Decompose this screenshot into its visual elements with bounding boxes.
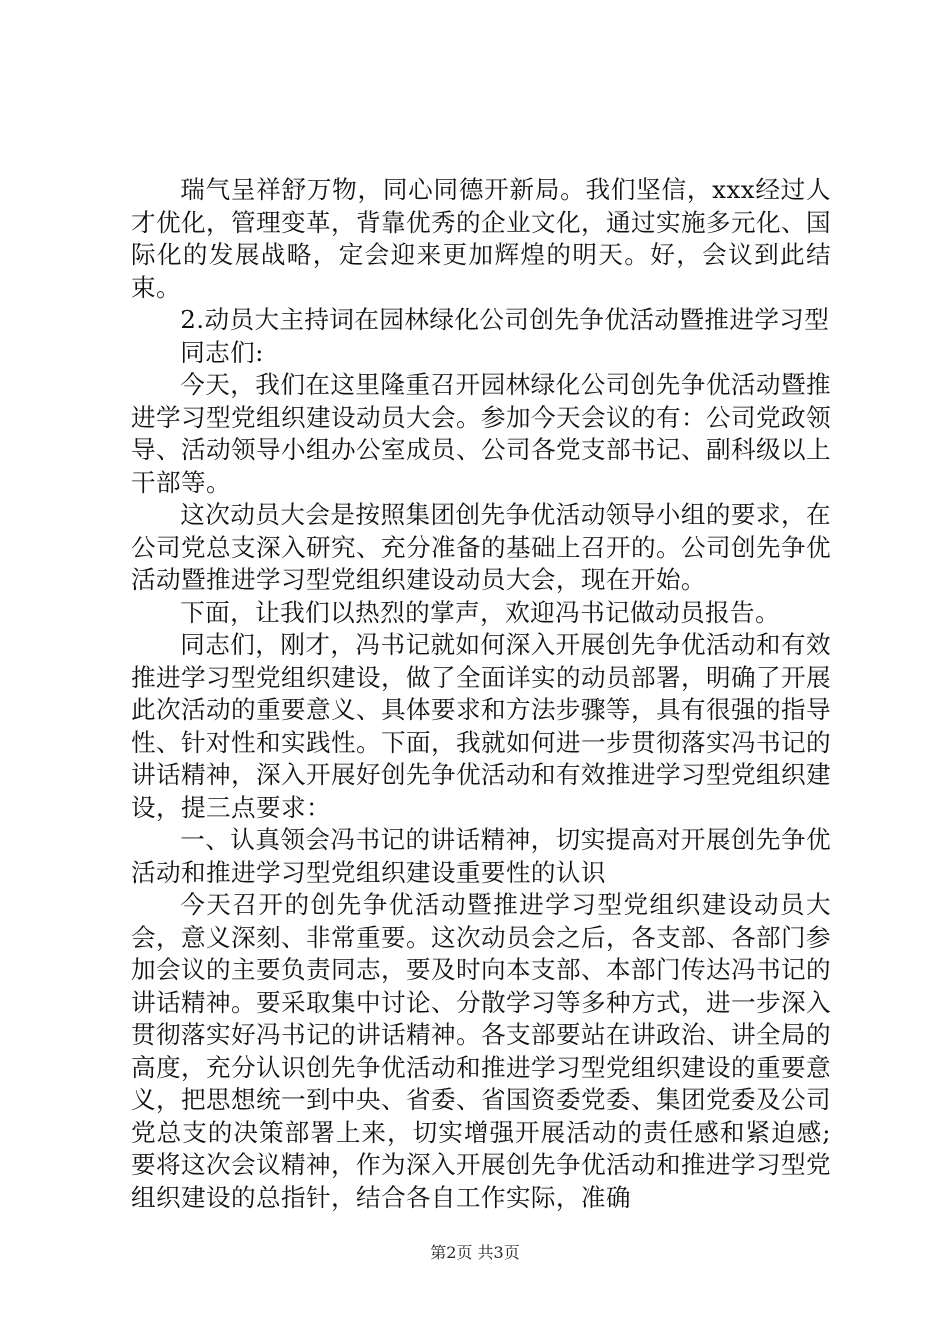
paragraph-meeting-start: 这次动员大会是按照集团创先争优活动领导小组的要求，在公司党总支深入研究、充分准备的基础上召开的。公司创先争优活动暨推进学习型党组织建设动员大会，现在开始。 bbox=[131, 500, 831, 594]
paragraph-closing: 瑞气呈祥舒万物，同心同德开新局。我们坚信，xxx经过人才优化，管理变革，背靠优秀的企业文化，通过实施多元化、国际化的发展战略，定会迎来更加辉煌的明天。好，会议到此结束。 bbox=[131, 175, 831, 302]
paragraph-requirement-one: 一、认真领会冯书记的讲话精神，切实提高对开展创先争优活动和推进学习型党组织建设重要性的认识 bbox=[131, 825, 831, 887]
paragraph-opening: 今天，我们在这里隆重召开园林绿化公司创先争优活动暨推进学习型党组织建设动员大会。参加今天会议的有：公司党政领导、活动领导小组办公室成员、公司各党支部书记、副科级以上干部等。 bbox=[131, 370, 831, 497]
paragraph-section-heading: 2.动员大主持词在园林绿化公司创先争优活动暨推进学习型 bbox=[180, 305, 830, 334]
paragraph-requirement-detail: 今天召开的创先争优活动暨推进学习型党组织建设动员大会，意义深刻、非常重要。这次动员会之后，各支部、各部门参加会议的主要负责同志，要及时向本支部、本部门传达冯书记的讲话精神。要采取集中讨论、分散学习等多种方式，进一步深入贯彻落实好冯书记的讲话精神。各支部要站在讲政治、讲全局的高度，充分认识创先争优活动和推进学习型党组织建设的重要意义，把思想统一到中央、省委、省国资委党委、集团党委及公司党总支的决策部署上来，切实增强开展活动的责任感和紧迫感;要将这次会议精神，作为深入开展创先争优活动和推进学习型党组织建设的总指针，结合各自工作实际，准确 bbox=[131, 890, 831, 1212]
page-number-footer: 第2页 共3页 bbox=[430, 1243, 520, 1262]
paragraph-welcome: 下面，让我们以热烈的掌声，欢迎冯书记做动员报告。 bbox=[180, 597, 781, 627]
document-body bbox=[131, 174, 831, 1214]
paragraph-salutation: 同志们: bbox=[180, 337, 264, 367]
paragraph-summary: 同志们，刚才，冯书记就如何深入开展创先争优活动和有效推进学习型党组织建设，做了全面详实的动员部署，明确了开展此次活动的重要意义、具体要求和方法步骤等，具有很强的指导性、针对性和实践性。下面，我就如何进一步贯彻落实冯书记的讲话精神，深入开展好创先争优活动和有效推进学习型党组织建设，提三点要求： bbox=[131, 630, 831, 822]
